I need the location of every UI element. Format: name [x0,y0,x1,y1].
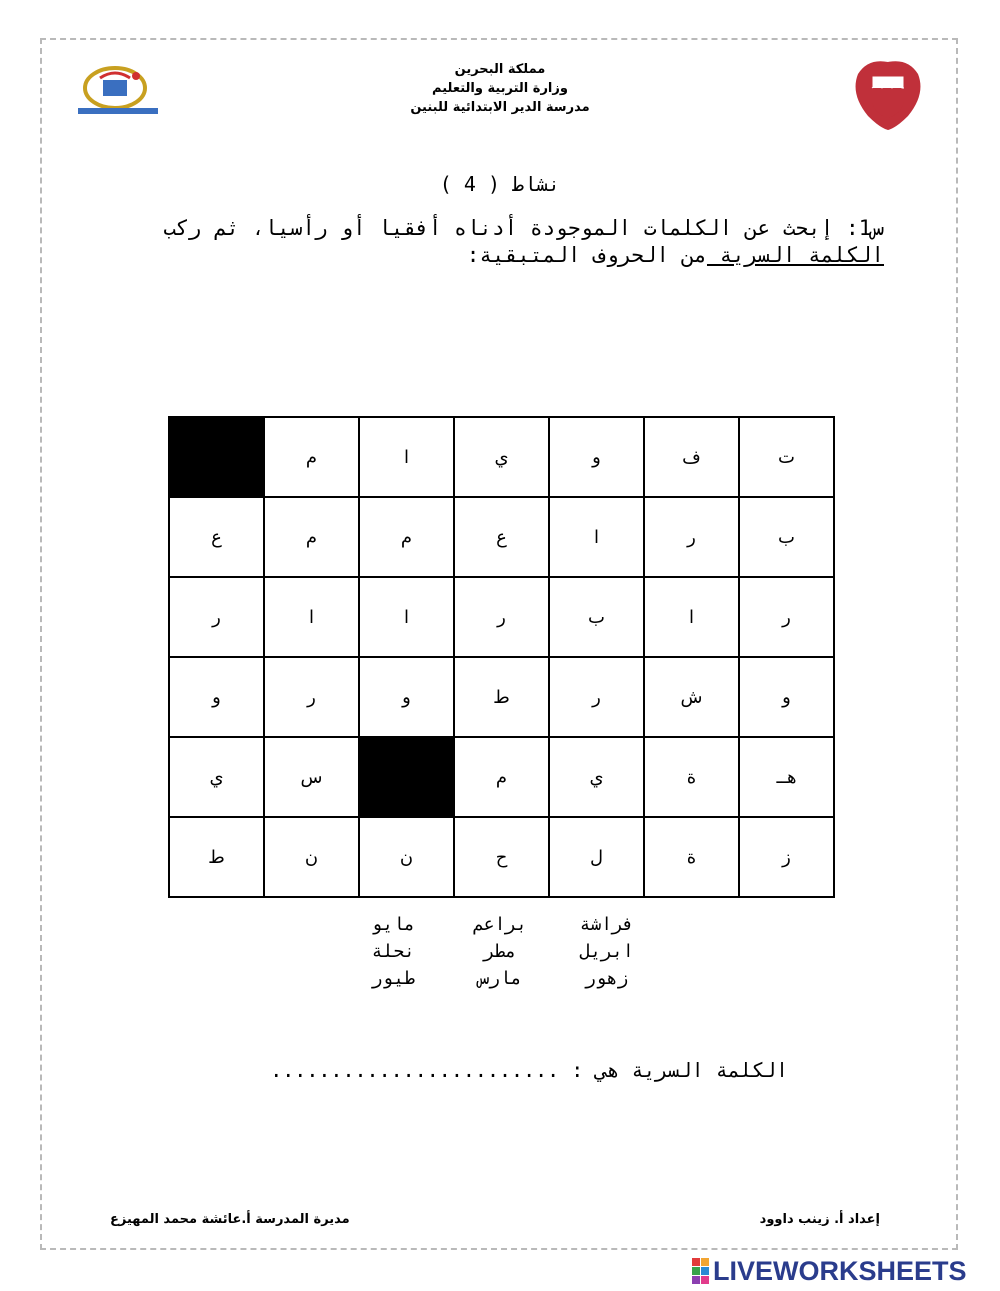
ministry-name: وزارة التربية والتعليم [432,81,568,96]
grid-cell[interactable]: ر [549,657,644,737]
prepared-by: إعداد أ. زينب داوود [759,1212,880,1227]
school-logo [70,60,165,120]
secret-word-line [210,1058,788,1082]
grid-cell[interactable]: ن [264,817,359,897]
bahrain-emblem [848,54,928,134]
grid-cell[interactable]: و [169,657,264,737]
grid-row [169,737,834,817]
grid-cell[interactable]: ل [549,817,644,897]
grid-cell[interactable]: ز [739,817,834,897]
liveworksheets-brand[interactable] [692,1255,967,1286]
grid-cell[interactable]: م [454,737,549,817]
grid-cell[interactable]: ع [169,497,264,577]
grid-cell[interactable]: ي [454,417,549,497]
grid-cell[interactable]: و [739,657,834,737]
grid-cell[interactable]: ي [549,737,644,817]
grid-cell[interactable]: ي [169,737,264,817]
word-item: ابريل [579,941,634,962]
question-text [120,215,884,269]
liveworksheets-wordmark: LIVEWORKSHEETS [713,1255,967,1286]
word-item: فراشة [579,914,634,935]
grid-row [169,497,834,577]
grid-cell[interactable]: ب [549,577,644,657]
grid-row [169,577,834,657]
word-item: نحلة [371,941,416,962]
word-item: مايو [371,914,416,935]
grid-cell[interactable]: ة [644,817,739,897]
school-name: مدرسة الدير الابتدائية للبنين [410,100,590,115]
liveworksheets-logo-icon [692,1258,709,1284]
word-item: مطر [483,941,517,962]
grid-cell[interactable]: ر [454,577,549,657]
secret-word-answer-blank[interactable]: ........................ [270,1058,560,1082]
grid-cell[interactable]: م [264,417,359,497]
word-item: براعم [472,914,528,935]
grid-cell[interactable]: ا [359,577,454,657]
word-item: مارس [478,968,522,989]
secret-word-term: الكلمة السرية [706,243,884,267]
grid-cell-blocked[interactable] [359,737,454,817]
grid-cell[interactable]: ب [739,497,834,577]
grid-cell[interactable]: ع [454,497,549,577]
question-part1: س1: إبحث عن الكلمات الموجودة أدناه أفقيا أو رأسيا، ثم ركب [163,216,884,240]
grid-cell[interactable]: ا [549,497,644,577]
grid-cell[interactable]: ا [644,577,739,657]
grid-row [169,817,834,897]
grid-cell[interactable]: ف [644,417,739,497]
grid-cell[interactable]: م [359,497,454,577]
word-list [340,912,660,991]
grid-cell[interactable]: ط [454,657,549,737]
grid-cell[interactable]: ط [169,817,264,897]
activity-title: نشاط ( 4 ) [439,172,561,196]
grid-cell[interactable]: ر [264,657,359,737]
word-search-grid [168,416,835,898]
grid-cell[interactable]: م [264,497,359,577]
word-item: طيور [371,968,416,989]
school-header [300,60,700,117]
grid-row [169,417,834,497]
grid-cell[interactable]: ا [359,417,454,497]
grid-cell[interactable]: ر [644,497,739,577]
grid-cell[interactable]: ح [454,817,549,897]
grid-cell[interactable]: س [264,737,359,817]
word-item: زهور [584,968,629,989]
grid-cell[interactable]: ن [359,817,454,897]
kingdom-name: مملكة البحرين [454,62,546,77]
grid-cell[interactable]: و [359,657,454,737]
grid-cell[interactable]: ة [644,737,739,817]
grid-cell[interactable]: ا [264,577,359,657]
question-part2: من الحروف المتبقية: [466,243,707,267]
grid-cell[interactable]: ت [739,417,834,497]
grid-cell[interactable]: ش [644,657,739,737]
secret-word-label: الكلمة السرية هي : [571,1058,788,1082]
grid-row [169,657,834,737]
grid-cell-blocked[interactable] [169,417,264,497]
grid-cell[interactable]: ر [169,577,264,657]
principal-name: مديرة المدرسة أ.عائشة محمد المهيزع [110,1212,350,1227]
grid-cell[interactable]: هــ [739,737,834,817]
grid-cell[interactable]: و [549,417,644,497]
grid-cell[interactable]: ر [739,577,834,657]
